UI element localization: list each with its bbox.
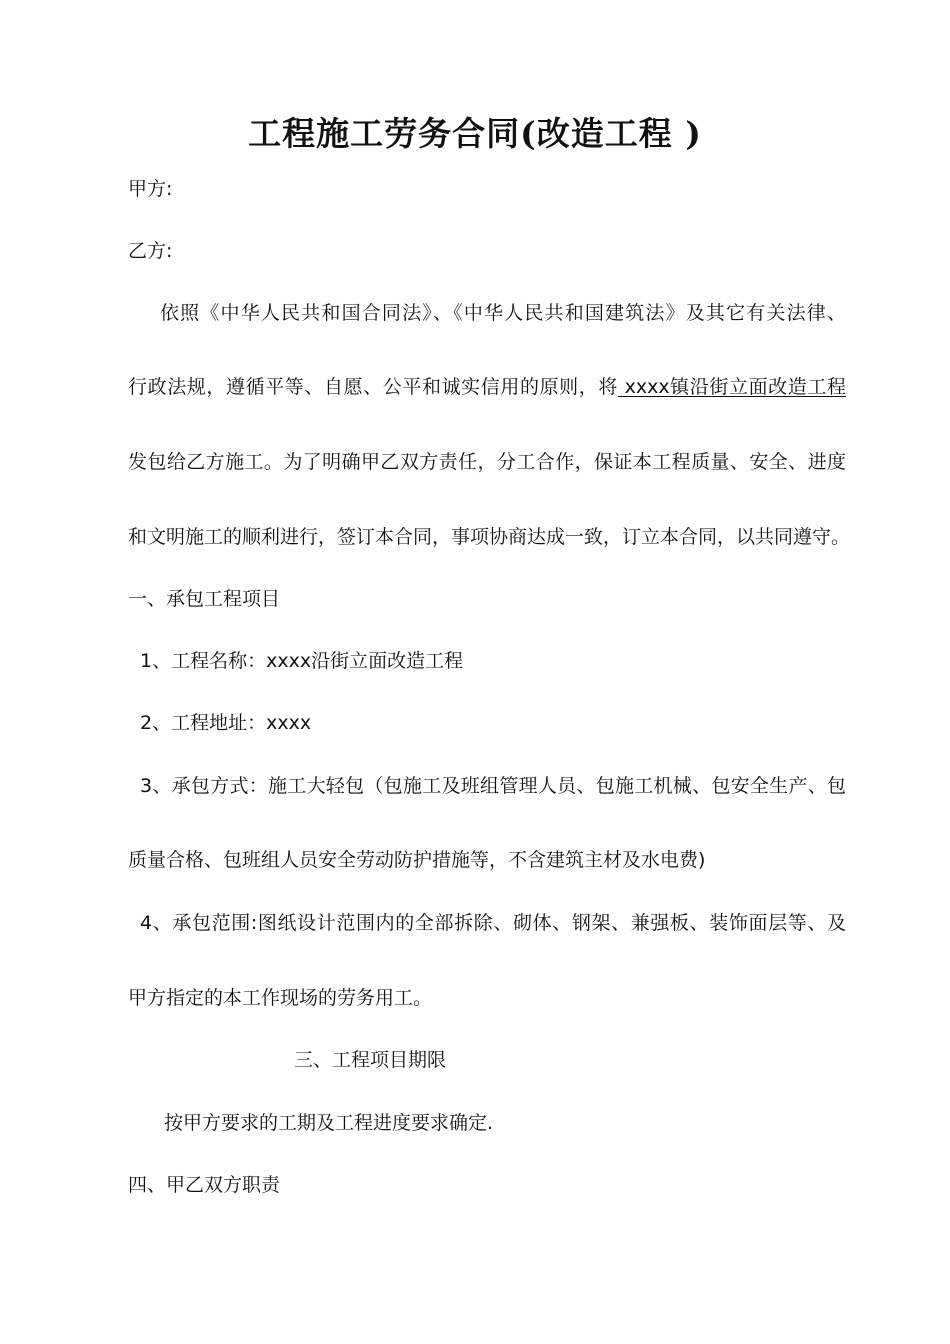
intro-line-2-text: 行政法规，遵循平等、自愿、公平和诚实信用的原则，将 [128, 376, 618, 398]
party-b-label: 乙方: [128, 240, 173, 262]
item-4-line-1: 4、承包范围:图纸设计范围内的全部拆除、砌体、钢架、兼强板、装饰面层等、及 [140, 912, 846, 934]
contract-title: 工程施工劳务合同(改造工程 ) [248, 114, 702, 153]
section-3-heading: 三、工程项目期限 [294, 1049, 447, 1071]
item-4-line-2: 甲方指定的本工作现场的劳务用工。 [128, 987, 433, 1009]
item-3-line-1: 3、承包方式：施工大轻包（包施工及班组管理人员、包施工机械、包安全生产、包 [140, 775, 846, 797]
section-4-heading: 四、甲乙双方职责 [128, 1174, 281, 1196]
intro-line-3: 发包给乙方施工。为了明确甲乙双方责任，分工合作，保证本工程质量、安全、进度 [128, 451, 846, 473]
section-3-text: 按甲方要求的工期及工程进度要求确定. [164, 1112, 494, 1134]
project-name-underlined: xxxx镇沿街立面改造工程 [617, 376, 846, 398]
section-1-heading: 一、承包工程项目 [128, 588, 281, 610]
intro-line-2 [128, 372, 846, 399]
item-2-project-address: 2、工程地址：xxxx [140, 712, 312, 734]
party-a-label: 甲方: [128, 178, 173, 200]
intro-line-4: 和文明施工的顺利进行，签订本合同，事项协商达成一致，订立本合同，以共同遵守。 [128, 526, 851, 548]
intro-line-1: 依照《中华人民共和国合同法》、《中华人民共和国建筑法》及其它有关法律、 [160, 302, 846, 324]
item-3-line-2: 质量合格、包班组人员安全劳动防护措施等，不含建筑主材及水电费) [128, 849, 706, 871]
item-1-project-name: 1、工程名称：xxxx沿街立面改造工程 [140, 650, 464, 672]
